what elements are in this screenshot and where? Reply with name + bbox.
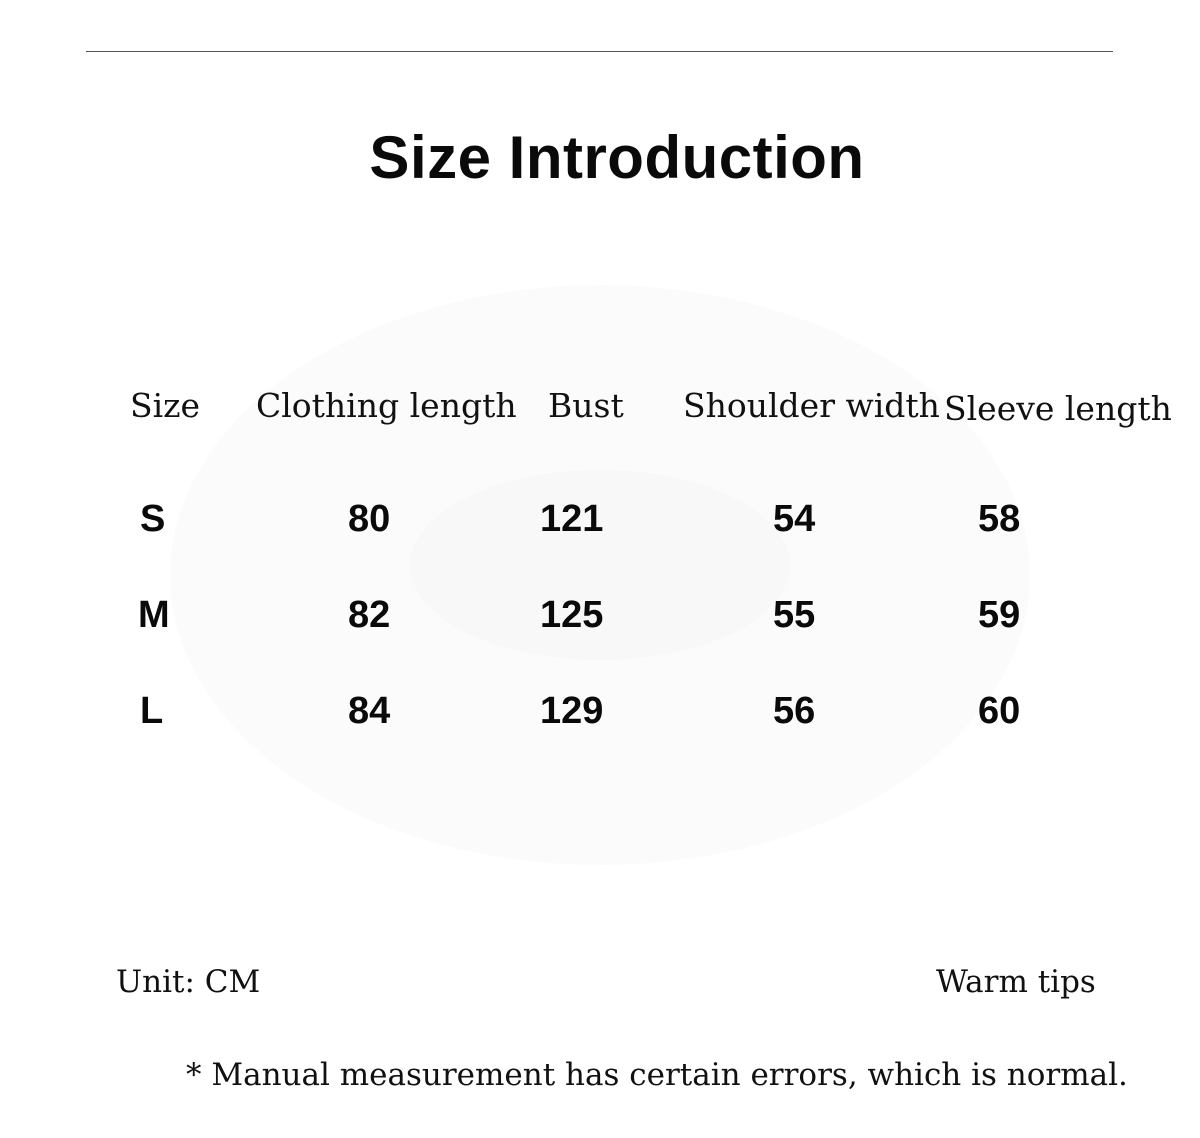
cell-bust: 125 bbox=[540, 594, 604, 636]
cell-clothing-length: 84 bbox=[348, 690, 391, 732]
header-clothing-length: Clothing length bbox=[256, 386, 517, 425]
cell-size: M bbox=[138, 594, 170, 636]
cell-shoulder-width: 55 bbox=[773, 594, 816, 636]
cell-size: S bbox=[140, 498, 166, 540]
cell-clothing-length: 82 bbox=[348, 594, 391, 636]
cell-bust: 129 bbox=[540, 690, 604, 732]
cell-sleeve-length: 58 bbox=[978, 498, 1021, 540]
cell-shoulder-width: 56 bbox=[773, 690, 816, 732]
header-shoulder-width: Shoulder width bbox=[683, 386, 940, 425]
top-divider bbox=[86, 51, 1113, 52]
cell-sleeve-length: 60 bbox=[978, 690, 1021, 732]
header-size: Size bbox=[130, 386, 201, 425]
header-sleeve-length: Sleeve length bbox=[944, 389, 1172, 428]
warm-tips-label: Warm tips bbox=[936, 964, 1096, 1000]
header-bust: Bust bbox=[548, 386, 624, 425]
unit-label: Unit: CM bbox=[116, 964, 261, 1000]
cell-size: L bbox=[140, 690, 164, 732]
cell-clothing-length: 80 bbox=[348, 498, 391, 540]
page-title: Size Introduction bbox=[369, 124, 865, 191]
cell-bust: 121 bbox=[540, 498, 604, 540]
cell-shoulder-width: 54 bbox=[773, 498, 816, 540]
measurement-note: * Manual measurement has certain errors, which is normal. bbox=[186, 1057, 1128, 1093]
cell-sleeve-length: 59 bbox=[978, 594, 1021, 636]
